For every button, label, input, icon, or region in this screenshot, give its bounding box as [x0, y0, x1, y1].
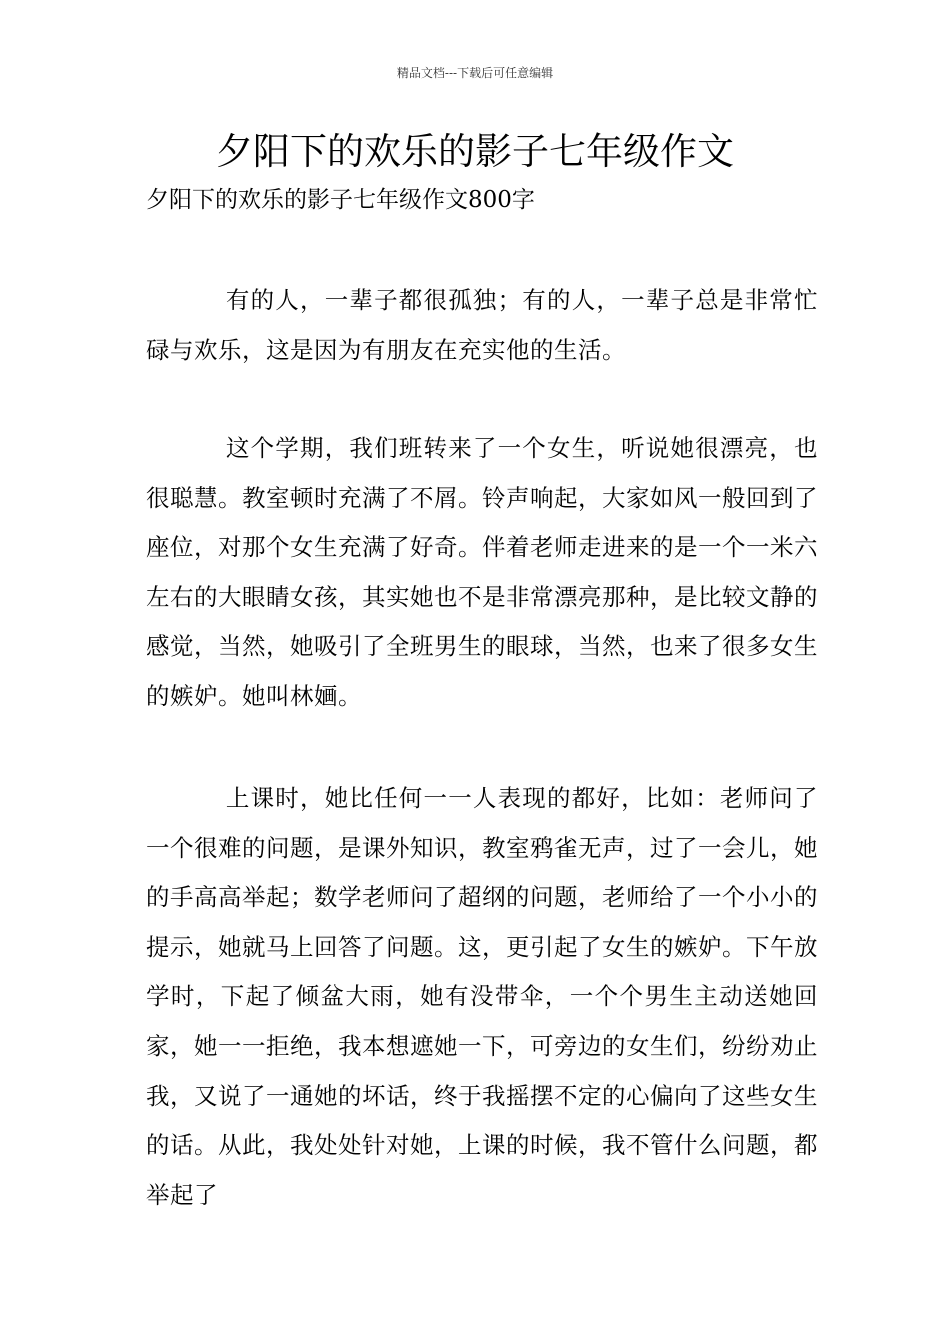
- document-subtitle: 夕阳下的欢乐的影子七年级作文800字: [146, 187, 535, 213]
- document-title: 夕阳下的欢乐的影子七年级作文: [216, 130, 734, 173]
- paragraph-1: 有的人，一辈子都很孤独；有的人，一辈子总是非常忙碌与欢乐，这是因为有朋友在充实他的生活。: [146, 286, 818, 364]
- paragraph-2: 这个学期，我们班转来了一个女生，听说她很漂亮，也很聪慧。教室顿时充满了不屑。铃声响起，大家如风一般回到了座位，对那个女生充满了好奇。伴着老师走进来的是一个一米六左右的大眼睛女孩，其实她也不是非常漂亮那种，是比较文静的感觉，当然，她吸引了全班男生的眼球，当然，也来了很多女生的嫉妒。她叫林婳。: [146, 434, 818, 710]
- header-note: 精品文档---下载后可任意编辑: [396, 66, 554, 80]
- paragraph-3: 上课时，她比任何一一人表现的都好，比如：老师问了一个很难的问题，是课外知识，教室鸦雀无声，过了一会儿，她的手高高举起；数学老师问了超纲的问题，老师给了一个小小的提示，她就马上回答了问题。这，更引起了女生的嫉妒。下午放学时，下起了倾盆大雨，她有没带伞，一个个男生主动送她回家，她一一拒绝，我本想遮她一下，可旁边的女生们，纷纷劝止我，又说了一通她的坏话，终于我摇摆不定的心偏向了这些女生的话。从此，我处处针对她，上课的时候，我不管什么问题，都举起了: [146, 784, 818, 1209]
